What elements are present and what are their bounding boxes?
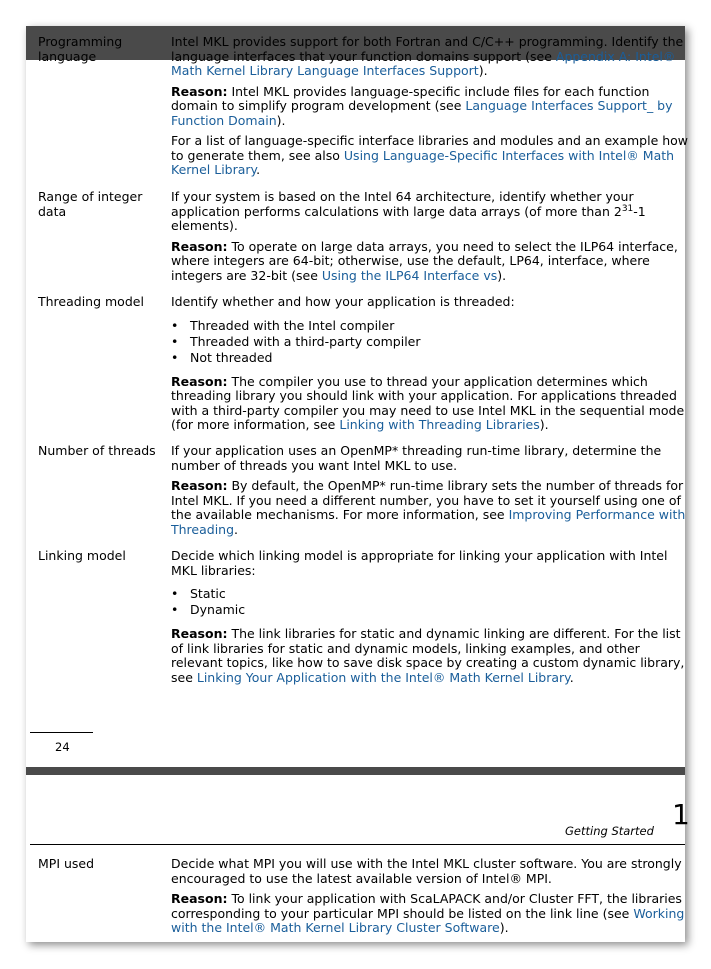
row-description (171, 549, 691, 685)
link-ilp64-interface[interactable]: Using the ILP64 Interface vs (321, 267, 498, 283)
paragraph: Decide what MPI you will use with the Intel MKL cluster software. You are strongly encouraged to use the latest available version of Intel® MPI. (171, 856, 682, 886)
paragraph: Intel MKL provides support for both Fortran and C/C++ programming. Identify the language interfaces that your function domains support (see Appendix A: Intel® Math Kernel Library Language Interfaces Support). (171, 34, 684, 78)
row-term: Number of threads (38, 443, 156, 458)
paragraph: If your application uses an OpenMP* threading run-time library, determine the number of threads you want Intel MKL to use. (171, 443, 662, 473)
paragraph: Reason: The compiler you use to thread your application determines which threading library you should link with your application. For applications threaded with a third-party compiler you may need to use Intel MKL in the sequential mode (for more information, see Linking with Threading Libraries). (171, 373, 685, 432)
paragraph: Reason: To operate on large data arrays, you need to select the ILP64 interface, where integers are 64-bit; otherwise, use the default, LP64, interface, where integers are 32-bit (see Using the ILP64 Interface vs). (171, 238, 678, 283)
paragraph: Reason: To link your application with ScaLAPACK and/or Cluster FFT, the libraries corresponding to your particular MPI should be listed on the link line (see Working with the Intel® Math Kernel Library Cluster Software). (171, 891, 685, 935)
row-term: Linking model (38, 548, 126, 563)
running-header-title: Getting Started (565, 824, 654, 838)
header-rule (30, 844, 685, 845)
page-number: 24 (55, 740, 70, 754)
link-threading-libraries[interactable]: Linking with Threading Libraries (339, 417, 540, 432)
list-item: • Not threaded (171, 351, 691, 367)
list-item: • Dynamic (171, 603, 691, 619)
row-description (171, 295, 691, 433)
link-appendix-a[interactable]: Appendix A: Intel® Math Kernel Library Language Interfaces Support (171, 48, 676, 78)
link-cluster-software[interactable]: Working with the Intel® Math Kernel Library Cluster Software (171, 905, 685, 935)
row-description (171, 190, 691, 283)
link-linking-your-application[interactable]: Linking Your Application with the Intel® Math Kernel Library (196, 669, 570, 685)
paragraph: Identify whether and how your application is threaded: (171, 294, 515, 309)
paragraph: Reason: By default, the OpenMP* run-time library sets the number of threads for Intel MKL. If you need a different number, you have to set it yourself using one of the available mechanisms. For more information, see Improving Performance with Threading. (171, 478, 686, 537)
document-page (26, 26, 690, 942)
row-term: MPI used (38, 856, 95, 871)
list-item: • Threaded with a third-party compiler (171, 335, 691, 351)
page-separator (26, 767, 685, 775)
paragraph: For a list of language-specific interface libraries and modules and an example how to generate them, see also Using Language-Specific Interfaces with Intel® Math Kernel Library. (171, 133, 689, 177)
bullet-list (171, 319, 691, 367)
row-term: Programming language (38, 34, 123, 64)
link-improving-performance[interactable]: Improving Performance with Threading (171, 507, 686, 537)
footer-rule (30, 732, 93, 733)
paragraph: Decide which linking model is appropriate for linking your application with Intel MKL libraries: (171, 548, 668, 578)
chapter-number: 1 (672, 798, 690, 831)
bullet-list (171, 587, 691, 619)
row-description (171, 35, 691, 178)
link-language-interfaces[interactable]: Language Interfaces Support_ by Function Domain (171, 98, 673, 128)
link-language-specific-interfaces[interactable]: Using Language-Specific Interfaces with Intel® Math Kernel Library (171, 147, 675, 177)
list-item: • Threaded with the Intel compiler (171, 319, 691, 335)
paragraph: Reason: Intel MKL provides language-specific include files for each function domain to simplify program development (see Language Interfaces Support_ by Function Domain). (171, 83, 673, 128)
paragraph: Reason: The link libraries for static and dynamic linking are different. For the list of link libraries for static and dynamic models, linking examples, and other relevant topics, like how to save disk space by creating a custom dynamic library, see Linking Your Application with the Intel® Math Kernel Library. (171, 626, 685, 685)
row-description (171, 857, 691, 936)
list-item: • Static (171, 587, 691, 603)
row-description (171, 444, 691, 537)
paragraph: If your system is based on the Intel 64 architecture, identify whether your application performs calculations with large data arrays (of more than $2^{31}-1$ elements). (171, 189, 646, 233)
row-term: Range of integer data (38, 189, 143, 219)
row-term: Threading model (38, 294, 144, 309)
